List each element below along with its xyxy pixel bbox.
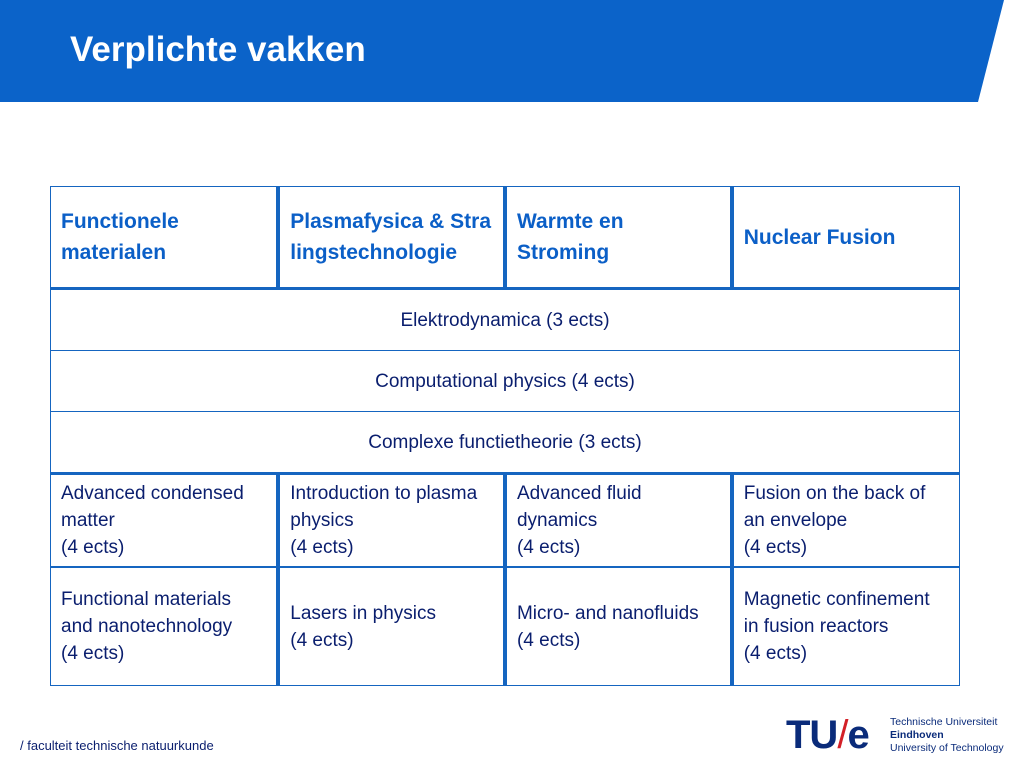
- header-warmte-en-stroming: Warmte en Stroming: [505, 187, 732, 289]
- course-ects: (4 ects): [743, 643, 808, 664]
- course-name: Micro- and nanofluids: [516, 602, 699, 624]
- track-course-cell: [51, 567, 279, 686]
- footer-faculty: / faculteit technische natuurkunde: [20, 738, 214, 753]
- header-functionele-materialen: Functionele materialen: [51, 187, 279, 289]
- shared-course-computational-physics: Computational physics (4 ects): [51, 351, 960, 412]
- track-row: [51, 567, 960, 686]
- title-banner: [0, 0, 1024, 102]
- logo-line-2: Eindhoven: [890, 729, 944, 741]
- shared-row: [51, 412, 960, 474]
- logo-mark-tu: TU: [786, 713, 838, 757]
- shared-row: [51, 351, 960, 412]
- shared-course-elektrodynamica: Elektrodynamica (3 ects): [51, 289, 960, 351]
- track-course-cell: [51, 474, 279, 568]
- header-plasmafysica: Plasmafysica & Stralingstechnologie: [278, 187, 505, 289]
- course-ects: (4 ects): [290, 629, 354, 651]
- course-ects: (4 ects): [290, 537, 354, 558]
- tue-logo-text: [890, 716, 1004, 755]
- logo-line-3: University of Technology: [890, 742, 1004, 754]
- track-course-cell: [505, 474, 732, 568]
- track-course-cell: [732, 567, 960, 686]
- course-name: Lasers in physics: [290, 602, 436, 624]
- slide-title: Verplichte vakken: [70, 30, 366, 69]
- course-name: Fusion on the back of an envelope: [743, 483, 926, 531]
- shared-row: [51, 289, 960, 351]
- tue-logo-mark: [786, 714, 869, 756]
- course-name: Advanced fluid dynamics: [516, 483, 642, 531]
- course-ects: (4 ects): [61, 643, 125, 664]
- logo-mark-slash: /: [837, 713, 848, 757]
- logo-mark-e: e: [847, 713, 869, 757]
- shared-course-complexe-functietheorie: Complexe functietheorie (3 ects): [51, 412, 960, 474]
- course-name: Introduction to plasma physics: [290, 483, 478, 531]
- course-name: Magnetic confinement in fusion reactors: [743, 589, 930, 637]
- track-course-cell: [732, 474, 960, 568]
- track-row: [51, 474, 960, 568]
- track-course-cell: [278, 474, 505, 568]
- course-ects: (4 ects): [516, 629, 581, 651]
- course-ects: (4 ects): [61, 537, 125, 558]
- course-name: Advanced condensed matter: [61, 483, 244, 531]
- courses-table: [50, 186, 960, 686]
- header-nuclear-fusion: Nuclear Fusion: [732, 187, 960, 289]
- course-ects: (4 ects): [516, 537, 581, 558]
- track-course-cell: [505, 567, 732, 686]
- course-name: Functional materials and nanotechnology: [61, 589, 233, 637]
- tue-logo: [786, 714, 1016, 756]
- track-course-cell: [278, 567, 505, 686]
- table-header-row: [51, 187, 960, 289]
- course-ects: (4 ects): [743, 537, 808, 558]
- logo-line-1: Technische Universiteit: [890, 716, 998, 728]
